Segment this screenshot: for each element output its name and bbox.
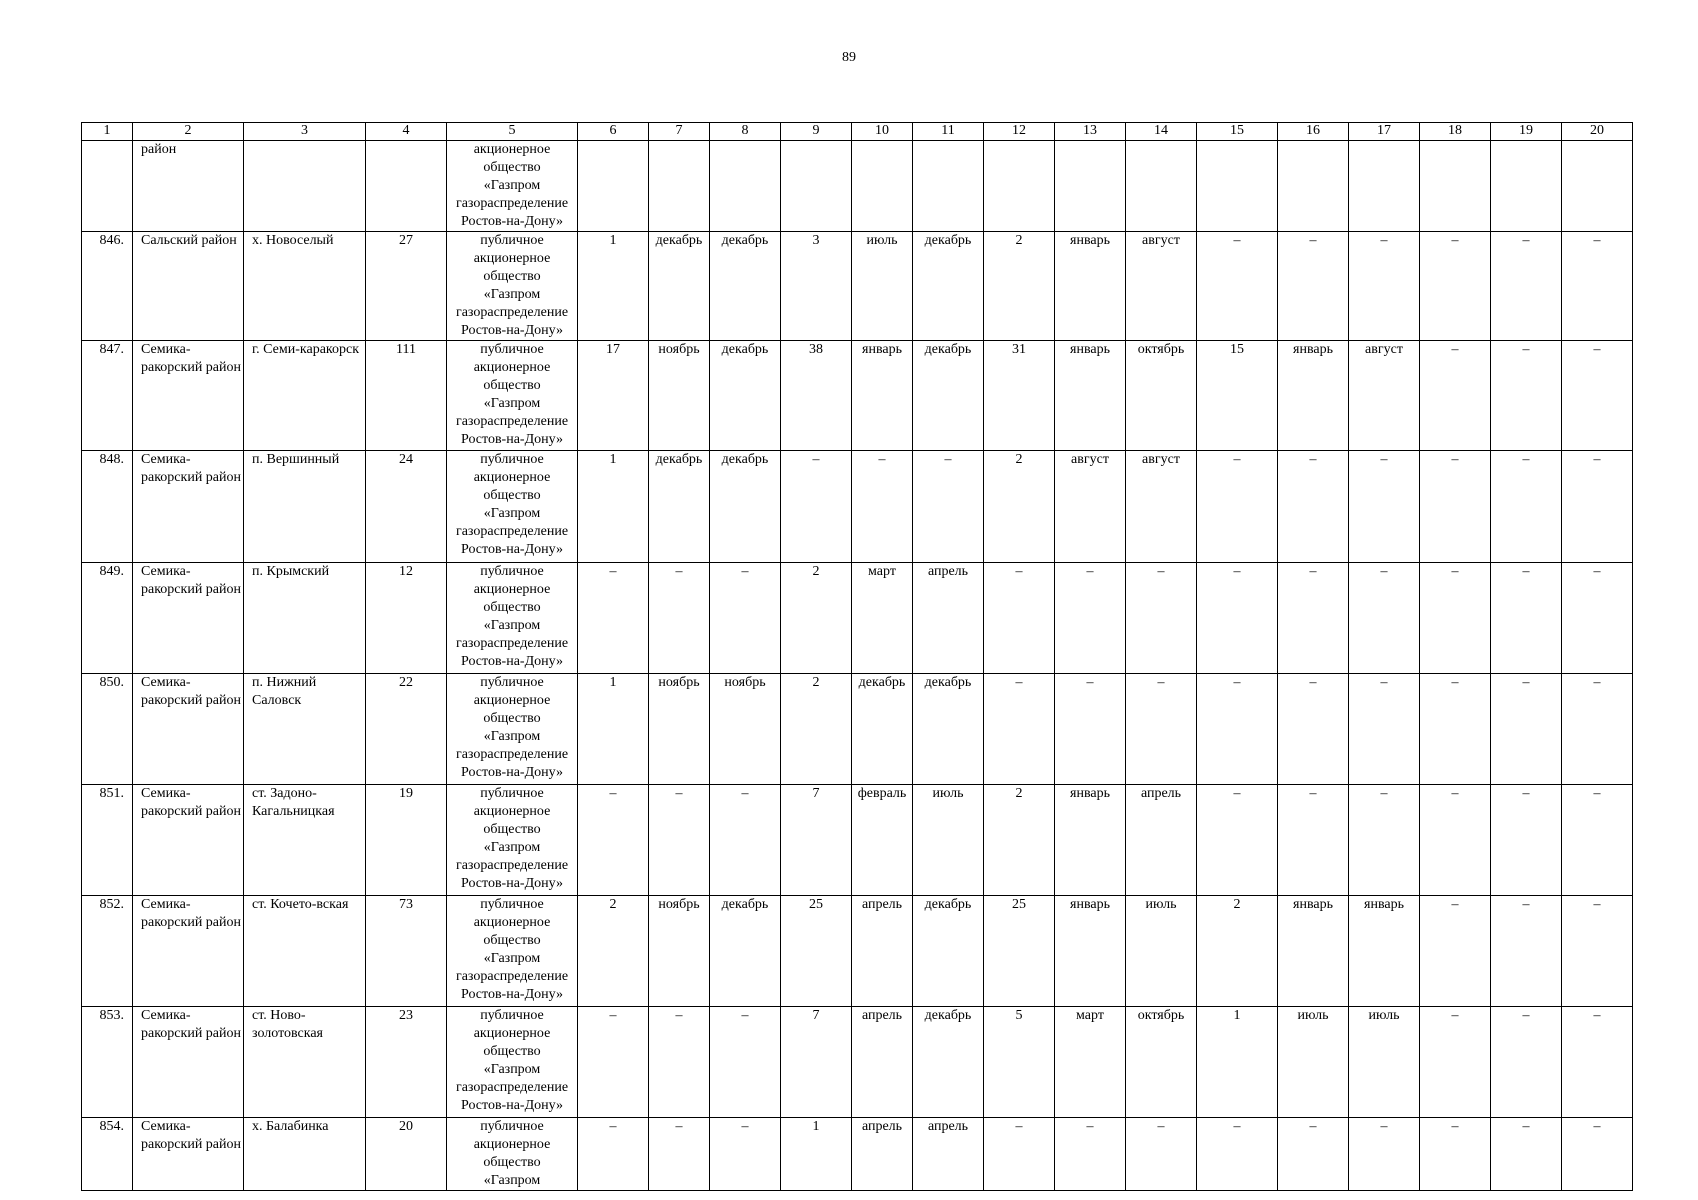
table-cell bbox=[1055, 141, 1126, 232]
table-cell: январь bbox=[852, 341, 913, 451]
table-cell: 5 bbox=[984, 1007, 1055, 1118]
table-cell bbox=[710, 141, 781, 232]
org-name-line: акционерное bbox=[473, 804, 551, 819]
table-cell: 73 bbox=[366, 896, 447, 1007]
table-cell: 25 bbox=[984, 896, 1055, 1007]
table-cell: 852. bbox=[82, 896, 133, 1007]
table-cell: – bbox=[1055, 1118, 1126, 1191]
table-cell: 3 bbox=[781, 232, 852, 341]
header-cell: 11 bbox=[913, 123, 984, 141]
table-cell: – bbox=[1420, 563, 1491, 674]
org-name-line: акционерное bbox=[473, 915, 551, 930]
table-cell: ноябрь bbox=[649, 896, 710, 1007]
org-name-line: публичное bbox=[480, 675, 544, 690]
org-name-line: общество bbox=[483, 711, 541, 726]
table-cell: – bbox=[1278, 1118, 1349, 1191]
table-cell: – bbox=[1562, 232, 1633, 341]
table-cell: – bbox=[1197, 1118, 1278, 1191]
table-cell: – bbox=[1349, 563, 1420, 674]
page-number: 89 bbox=[842, 50, 856, 65]
table-cell: июль bbox=[913, 785, 984, 896]
table-cell: июль bbox=[1349, 1007, 1420, 1118]
table-cell: Семика-ракорский район bbox=[133, 451, 244, 563]
table-cell: декабрь bbox=[913, 232, 984, 341]
table-cell: июль bbox=[852, 232, 913, 341]
table-cell: 849. bbox=[82, 563, 133, 674]
org-name-line: Ростов-на-Дону» bbox=[461, 214, 563, 229]
org-name-line: общество bbox=[483, 600, 541, 615]
table-cell bbox=[447, 1007, 578, 1118]
table-cell: декабрь bbox=[710, 896, 781, 1007]
org-name-line: акционерное bbox=[473, 693, 551, 708]
org-name-line: газораспределение bbox=[455, 414, 569, 429]
table-cell: – bbox=[1349, 451, 1420, 563]
table-cell: декабрь bbox=[913, 1007, 984, 1118]
table-cell bbox=[244, 141, 366, 232]
table-cell: – bbox=[710, 785, 781, 896]
table-cell: – bbox=[1197, 674, 1278, 785]
table-cell: Семика-ракорский район bbox=[133, 563, 244, 674]
org-name-line: общество bbox=[483, 160, 541, 175]
org-name-line: газораспределение bbox=[455, 305, 569, 320]
table-cell: 848. bbox=[82, 451, 133, 563]
header-cell: 10 bbox=[852, 123, 913, 141]
header-cell: 2 bbox=[133, 123, 244, 141]
header-cell: 12 bbox=[984, 123, 1055, 141]
table-cell: Семика-ракорский район bbox=[133, 785, 244, 896]
table-cell: декабрь bbox=[710, 341, 781, 451]
org-name-line: акционерное bbox=[473, 470, 551, 485]
table-body bbox=[82, 123, 1633, 1191]
org-name-line: Ростов-на-Дону» bbox=[461, 765, 563, 780]
org-name-line: общество bbox=[483, 1044, 541, 1059]
table-row bbox=[82, 674, 1633, 785]
table-cell bbox=[447, 141, 578, 232]
table-cell bbox=[649, 141, 710, 232]
table-cell: – bbox=[1197, 451, 1278, 563]
table-cell: апрель bbox=[1126, 785, 1197, 896]
org-name-line: газораспределение bbox=[455, 1080, 569, 1095]
table-cell: – bbox=[578, 785, 649, 896]
table-cell: декабрь bbox=[649, 232, 710, 341]
table-cell: – bbox=[1491, 785, 1562, 896]
table-cell: ст. Задоно-Кагальницкая bbox=[244, 785, 366, 896]
table-cell bbox=[1126, 141, 1197, 232]
table-cell: декабрь bbox=[913, 341, 984, 451]
table-cell: декабрь bbox=[649, 451, 710, 563]
org-name-line: «Газпром bbox=[483, 1062, 541, 1077]
header-cell: 16 bbox=[1278, 123, 1349, 141]
table-cell: январь bbox=[1349, 896, 1420, 1007]
table-cell: – bbox=[984, 563, 1055, 674]
org-name-line: акционерное bbox=[473, 1026, 551, 1041]
table-cell: – bbox=[1491, 896, 1562, 1007]
table-cell: – bbox=[1562, 1118, 1633, 1191]
table-cell: 17 bbox=[578, 341, 649, 451]
table-cell: – bbox=[1420, 674, 1491, 785]
table-cell: 1 bbox=[578, 232, 649, 341]
org-name-line: общество bbox=[483, 822, 541, 837]
org-name-line: общество bbox=[483, 933, 541, 948]
table-cell: декабрь bbox=[710, 232, 781, 341]
table-row bbox=[82, 141, 1633, 232]
table-cell: – bbox=[1420, 232, 1491, 341]
table-cell: – bbox=[1278, 785, 1349, 896]
table-cell bbox=[781, 141, 852, 232]
table-cell: – bbox=[1562, 674, 1633, 785]
org-name-line: «Газпром bbox=[483, 840, 541, 855]
table-row bbox=[82, 341, 1633, 451]
table-cell: – bbox=[1491, 563, 1562, 674]
table-cell: – bbox=[1491, 451, 1562, 563]
org-name-line: публичное bbox=[480, 342, 544, 357]
org-name-line: публичное bbox=[480, 564, 544, 579]
header-cell: 5 bbox=[447, 123, 578, 141]
table-cell: 2 bbox=[781, 563, 852, 674]
org-name-line: акционерное bbox=[473, 360, 551, 375]
org-name-line: Ростов-на-Дону» bbox=[461, 876, 563, 891]
header-cell: 17 bbox=[1349, 123, 1420, 141]
table-cell: 850. bbox=[82, 674, 133, 785]
table-cell: 27 bbox=[366, 232, 447, 341]
org-name-line: публичное bbox=[480, 786, 544, 801]
table-cell: – bbox=[710, 1007, 781, 1118]
table-cell: – bbox=[1349, 1118, 1420, 1191]
table-cell: апрель bbox=[852, 1118, 913, 1191]
table-cell: – bbox=[1491, 232, 1562, 341]
table-cell bbox=[1197, 141, 1278, 232]
table-cell: – bbox=[984, 1118, 1055, 1191]
table-cell: п. Крымский bbox=[244, 563, 366, 674]
header-cell: 8 bbox=[710, 123, 781, 141]
table-cell: – bbox=[1349, 232, 1420, 341]
table-cell: 12 bbox=[366, 563, 447, 674]
table-cell bbox=[984, 141, 1055, 232]
table-cell: 1 bbox=[578, 451, 649, 563]
table-cell: ноябрь bbox=[649, 341, 710, 451]
table-cell: – bbox=[649, 1118, 710, 1191]
table-cell: 2 bbox=[984, 232, 1055, 341]
org-name-line: «Газпром bbox=[483, 287, 541, 302]
table-cell: – bbox=[984, 674, 1055, 785]
table-cell bbox=[852, 141, 913, 232]
table-cell: ноябрь bbox=[710, 674, 781, 785]
table-cell: 847. bbox=[82, 341, 133, 451]
table-cell: Семика-ракорский район bbox=[133, 1007, 244, 1118]
table-cell: х. Новоселый bbox=[244, 232, 366, 341]
org-name-line: газораспределение bbox=[455, 524, 569, 539]
org-name-line: газораспределение bbox=[455, 858, 569, 873]
org-name-line: общество bbox=[483, 1155, 541, 1170]
table-cell: – bbox=[1562, 785, 1633, 896]
table-cell: – bbox=[1197, 232, 1278, 341]
table-cell: январь bbox=[1055, 896, 1126, 1007]
header-cell: 1 bbox=[82, 123, 133, 141]
table-cell: – bbox=[1420, 785, 1491, 896]
org-name-line: Ростов-на-Дону» bbox=[461, 542, 563, 557]
header-cell: 20 bbox=[1562, 123, 1633, 141]
table-cell: – bbox=[710, 1118, 781, 1191]
table-cell: – bbox=[1278, 563, 1349, 674]
table-cell: – bbox=[1197, 563, 1278, 674]
org-name-line: «Газпром bbox=[483, 729, 541, 744]
table-row bbox=[82, 1118, 1633, 1191]
table-cell bbox=[447, 896, 578, 1007]
table-cell: февраль bbox=[852, 785, 913, 896]
org-name-line: Ростов-на-Дону» bbox=[461, 323, 563, 338]
org-name-line: «Газпром bbox=[483, 178, 541, 193]
table-cell: п. Нижний Саловск bbox=[244, 674, 366, 785]
table-cell bbox=[447, 563, 578, 674]
table-cell bbox=[1278, 141, 1349, 232]
table-cell: 846. bbox=[82, 232, 133, 341]
table-cell: – bbox=[913, 451, 984, 563]
org-name-line: публичное bbox=[480, 452, 544, 467]
table-cell bbox=[366, 141, 447, 232]
org-name-line: Ростов-на-Дону» bbox=[461, 654, 563, 669]
table-cell bbox=[447, 341, 578, 451]
org-name-line: газораспределение bbox=[455, 636, 569, 651]
table-cell: район bbox=[133, 141, 244, 232]
table-cell: – bbox=[1278, 232, 1349, 341]
table-cell: – bbox=[1420, 341, 1491, 451]
table-row bbox=[82, 232, 1633, 341]
table-cell: 38 bbox=[781, 341, 852, 451]
org-name-line: акционерное bbox=[473, 142, 551, 157]
header-cell: 14 bbox=[1126, 123, 1197, 141]
table-cell: январь bbox=[1278, 896, 1349, 1007]
header-cell: 13 bbox=[1055, 123, 1126, 141]
table-cell: 25 bbox=[781, 896, 852, 1007]
org-name-line: Ростов-на-Дону» bbox=[461, 432, 563, 447]
table-cell: 7 bbox=[781, 785, 852, 896]
table-cell bbox=[82, 141, 133, 232]
table-cell: 20 bbox=[366, 1118, 447, 1191]
table-cell: июль bbox=[1126, 896, 1197, 1007]
org-name-line: общество bbox=[483, 269, 541, 284]
table-cell: октябрь bbox=[1126, 341, 1197, 451]
table-cell: – bbox=[1562, 451, 1633, 563]
table-cell: – bbox=[710, 563, 781, 674]
org-name-line: Ростов-на-Дону» bbox=[461, 987, 563, 1002]
table-cell: – bbox=[1562, 896, 1633, 1007]
table-cell: апрель bbox=[913, 563, 984, 674]
table-cell: – bbox=[578, 563, 649, 674]
table-cell: декабрь bbox=[852, 674, 913, 785]
org-name-line: акционерное bbox=[473, 582, 551, 597]
table-cell bbox=[913, 141, 984, 232]
table-cell: 1 bbox=[578, 674, 649, 785]
table-cell: 1 bbox=[1197, 1007, 1278, 1118]
table-cell: ст. Ново-золотовская bbox=[244, 1007, 366, 1118]
table-cell: – bbox=[1562, 341, 1633, 451]
table-cell: – bbox=[578, 1007, 649, 1118]
table-cell: – bbox=[1278, 451, 1349, 563]
org-name-line: газораспределение bbox=[455, 747, 569, 762]
org-name-line: публичное bbox=[480, 1119, 544, 1134]
table-cell: – bbox=[852, 451, 913, 563]
table-cell: 2 bbox=[578, 896, 649, 1007]
org-name-line: «Газпром bbox=[483, 951, 541, 966]
table-cell: 22 bbox=[366, 674, 447, 785]
table-cell: 31 bbox=[984, 341, 1055, 451]
table-cell: ноябрь bbox=[649, 674, 710, 785]
table-cell: – bbox=[1562, 1007, 1633, 1118]
table-cell: декабрь bbox=[913, 896, 984, 1007]
table-cell: х. Балабинка bbox=[244, 1118, 366, 1191]
header-cell: 6 bbox=[578, 123, 649, 141]
table-row bbox=[82, 1007, 1633, 1118]
table-cell: август bbox=[1349, 341, 1420, 451]
org-name-line: публичное bbox=[480, 233, 544, 248]
table-cell: – bbox=[781, 451, 852, 563]
table-cell: – bbox=[649, 1007, 710, 1118]
table-cell: 853. bbox=[82, 1007, 133, 1118]
table-cell: 19 bbox=[366, 785, 447, 896]
header-cell: 9 bbox=[781, 123, 852, 141]
table-cell: Семика-ракорский район bbox=[133, 896, 244, 1007]
table-cell: – bbox=[1055, 563, 1126, 674]
header-row bbox=[82, 123, 1633, 141]
table-cell: Сальский район bbox=[133, 232, 244, 341]
table-cell: 111 bbox=[366, 341, 447, 451]
table-cell: 24 bbox=[366, 451, 447, 563]
table-cell: – bbox=[1420, 451, 1491, 563]
table-cell bbox=[447, 1118, 578, 1191]
table-row bbox=[82, 896, 1633, 1007]
table-cell: 7 bbox=[781, 1007, 852, 1118]
table-cell: январь bbox=[1055, 232, 1126, 341]
table-cell: – bbox=[1126, 1118, 1197, 1191]
table-cell: Семика-ракорский район bbox=[133, 341, 244, 451]
org-name-line: «Газпром bbox=[483, 618, 541, 633]
table-cell: декабрь bbox=[710, 451, 781, 563]
table-cell: – bbox=[1349, 674, 1420, 785]
table-row bbox=[82, 785, 1633, 896]
table-cell: март bbox=[852, 563, 913, 674]
table-cell: апрель bbox=[852, 896, 913, 1007]
org-name-line: Ростов-на-Дону» bbox=[461, 1098, 563, 1113]
table-cell: январь bbox=[1055, 785, 1126, 896]
table-cell: июль bbox=[1278, 1007, 1349, 1118]
org-name-line: публичное bbox=[480, 1008, 544, 1023]
org-name-line: акционерное bbox=[473, 1137, 551, 1152]
table-cell: – bbox=[1197, 785, 1278, 896]
table-cell: г. Семи-каракорск bbox=[244, 341, 366, 451]
org-name-line: публичное bbox=[480, 897, 544, 912]
header-cell: 7 bbox=[649, 123, 710, 141]
table-cell: – bbox=[1491, 674, 1562, 785]
table-cell: п. Вершинный bbox=[244, 451, 366, 563]
org-name-line: «Газпром bbox=[483, 396, 541, 411]
table-cell: – bbox=[1126, 563, 1197, 674]
table-cell: – bbox=[1562, 563, 1633, 674]
table-cell: – bbox=[1420, 896, 1491, 1007]
table-cell bbox=[578, 141, 649, 232]
table-cell: март bbox=[1055, 1007, 1126, 1118]
table-row bbox=[82, 451, 1633, 563]
org-name-line: «Газпром bbox=[483, 1173, 541, 1188]
org-name-line: газораспределение bbox=[455, 196, 569, 211]
header-cell: 19 bbox=[1491, 123, 1562, 141]
table-cell: 2 bbox=[781, 674, 852, 785]
table-cell: Семика-ракорский район bbox=[133, 1118, 244, 1191]
table-cell bbox=[447, 451, 578, 563]
org-name-line: газораспределение bbox=[455, 969, 569, 984]
table-cell: октябрь bbox=[1126, 1007, 1197, 1118]
header-cell: 18 bbox=[1420, 123, 1491, 141]
table-cell: 2 bbox=[984, 451, 1055, 563]
table-cell: – bbox=[1491, 341, 1562, 451]
table-cell bbox=[447, 785, 578, 896]
table-cell: январь bbox=[1278, 341, 1349, 451]
table-cell: август bbox=[1126, 232, 1197, 341]
table-cell: декабрь bbox=[913, 674, 984, 785]
table-cell: – bbox=[1491, 1007, 1562, 1118]
table-cell: 2 bbox=[1197, 896, 1278, 1007]
table-cell: – bbox=[1126, 674, 1197, 785]
table-row bbox=[82, 563, 1633, 674]
table-cell bbox=[1420, 141, 1491, 232]
table-cell: 851. bbox=[82, 785, 133, 896]
header-cell: 4 bbox=[366, 123, 447, 141]
org-name-line: «Газпром bbox=[483, 506, 541, 521]
table-cell: август bbox=[1055, 451, 1126, 563]
header-cell: 3 bbox=[244, 123, 366, 141]
table-cell: ст. Кочето-вская bbox=[244, 896, 366, 1007]
table-cell: – bbox=[649, 785, 710, 896]
header-cell: 15 bbox=[1197, 123, 1278, 141]
table-cell bbox=[1491, 141, 1562, 232]
table-cell: 854. bbox=[82, 1118, 133, 1191]
table-cell: апрель bbox=[913, 1118, 984, 1191]
table-cell bbox=[447, 232, 578, 341]
table-cell: – bbox=[1278, 674, 1349, 785]
table-cell bbox=[1562, 141, 1633, 232]
table-cell: 2 bbox=[984, 785, 1055, 896]
org-name-line: общество bbox=[483, 488, 541, 503]
table-cell: – bbox=[578, 1118, 649, 1191]
table-cell: – bbox=[1055, 674, 1126, 785]
table-cell: 23 bbox=[366, 1007, 447, 1118]
table-cell: – bbox=[1349, 785, 1420, 896]
data-table bbox=[81, 122, 1633, 1191]
org-name-line: акционерное bbox=[473, 251, 551, 266]
table-cell: – bbox=[1491, 1118, 1562, 1191]
table-cell: январь bbox=[1055, 341, 1126, 451]
table-cell: 15 bbox=[1197, 341, 1278, 451]
table-cell: апрель bbox=[852, 1007, 913, 1118]
table-cell: август bbox=[1126, 451, 1197, 563]
table-cell: – bbox=[1420, 1118, 1491, 1191]
table-cell: – bbox=[649, 563, 710, 674]
table-cell: – bbox=[1420, 1007, 1491, 1118]
table-cell: 1 bbox=[781, 1118, 852, 1191]
table-cell: Семика-ракорский район bbox=[133, 674, 244, 785]
table-cell bbox=[1349, 141, 1420, 232]
org-name-line: общество bbox=[483, 378, 541, 393]
table-cell bbox=[447, 674, 578, 785]
